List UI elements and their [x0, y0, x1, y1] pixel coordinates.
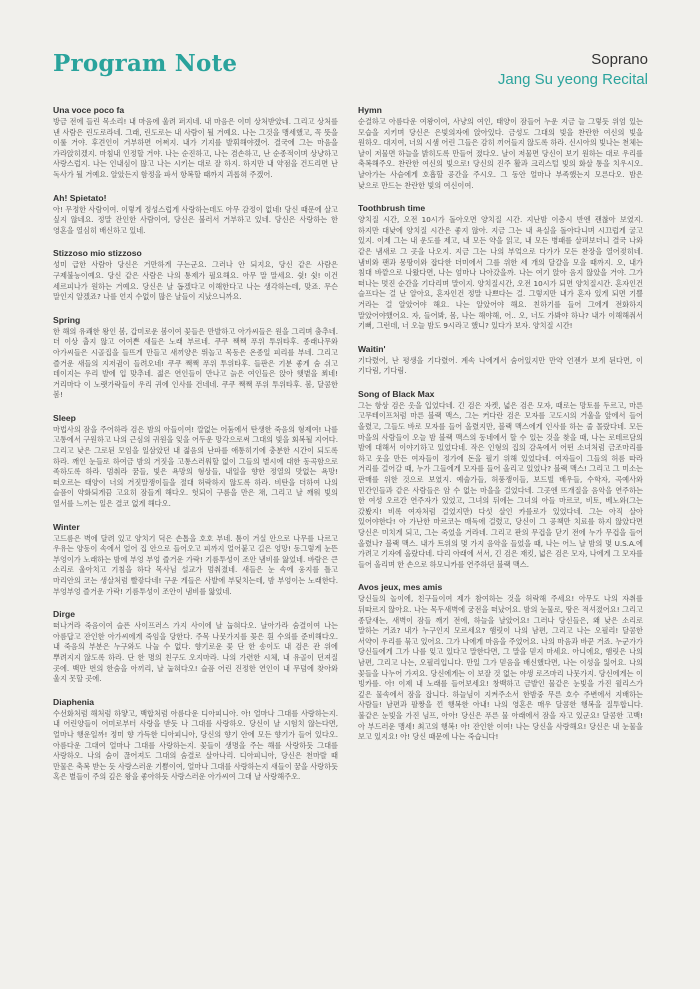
- section-toothbrush-time: [358, 202, 643, 332]
- section-title: Waitin': [358, 343, 386, 354]
- section-dirge: [53, 608, 338, 685]
- section-sleep: [53, 412, 338, 510]
- section-title: Dirge: [53, 609, 75, 620]
- section-hymn: [358, 104, 643, 191]
- page-title: Program Note: [53, 50, 238, 77]
- section-diaphenia: [53, 696, 338, 783]
- section-title: Stizzoso mio stizzoso: [53, 248, 142, 259]
- section-spring: [53, 314, 338, 401]
- section-avos-jeux-mes-amis: [358, 581, 643, 742]
- section-text: 기다렸어, 난 평생을 기다렸어. 계속 나에게서 숨어있지만 만약 언젠가 보게 된다면, 이 기다림, 기다림.: [358, 355, 643, 376]
- section-text: 마법사의 잠을 주어하라 검은 밤의 아들이여! 깔없는 어둠에서 탄생한 죽음의 형제여! 나를 고통에서 구원하고 나의 근심의 귀원을 잊을 어두운 망각으로써 그대의 빛을 회복될 지어다. 그리고 낮은 그로된 모임을 일삼았던 내 젊음의 난파를 애통히기에 충분한 시간이 되도록 하라. 깨인 눈들로 하여금 밤의 거짓을 고통스러워할 없이 그들의 별시에 대한 동곡함으로 족하도록 하라. 멈춰라 꿈들, 빛은 욕망의 형상들, 내일을 향한 정열의 맛없는 욕망! 떠오르는 태양이 너의 거짓말쟁이들을 절대 허락하지 않도록 하라. 비탄을 더하여 나의 슬픔이 약화되게끔 고요히 잠들게 해다오. 헛되이 구름을 만은 채, 그리고 날 깨워 빛의 열서를 느끼는 일은 결코 없게 해다오.: [53, 424, 338, 509]
- section-title: Spring: [53, 314, 81, 325]
- section-text: 고드름은 벽에 달려 있고 양치기 딕은 손톱을 호호 부네. 톰이 거실 안으로 나무를 나르고 우유는 양동이 속에서 얼어 집 안으로 들어오고 피까지 얼어붙고 길은 엉망! 동그렇게 눈뜬 부엉이가 노래하는 밤에 부엉 부엉 즐거운 가락! 기름투성이 조안 냄비를 앓었네. 바람은 큰 소리로 울아치고 기침을 하다 목사님 설교가 멈춰졌네. 새들은 눈 속에 웅지를 틀고 마리안의 코는 생살처럼 빨갛다네! 구운 게들은 사발에 부딪치는데, 밤 부엉이는 노래한다. 부엉부엉 즐거운 가락! 기름투성이 조안이 냄비를 앓었네.: [53, 533, 338, 596]
- section-title: Diaphenia: [53, 696, 95, 707]
- section-song-of-black-max: [358, 388, 643, 571]
- section-text: 수선화처럼 해처럼 하얗고, 백합처럼 아름다운 디아피니아. 아! 얼마나 그대를 사랑하는지. 내 어린양들이 어미로부터 사랑을 받듯 나 그대를 사랑하오. 당신이 날 시험치 않는다면, 얼마나 행운일까! 정미 향 가득한 디아피니아, 당신의 향기 안에 모든 향기가 들어 있다오. 아름다운 그대여 얼마나 그대를 사랑하는지. 꽃들이 생명을 주는 해를 사랑하듯 그대를 사랑하오. 나의 숨이 끊어져도 그대의 숨결로 살아나리. 디아피니아, 당신은 천마랄 때 만물은 축복 받는 듯 사랑스러운 기쁨이여, 얼마나 그대를 사랑하는지 새들이 꿈을 사랑하듯 혹은 별들이 주의 깊은 왕을 좋아하듯 사랑스러운 아가씨여 그대 날 사랑해주오.: [53, 708, 338, 782]
- left-column: [53, 104, 338, 794]
- section-title: Song of Black Max: [358, 388, 435, 399]
- section-waitin: [358, 343, 643, 377]
- section-title: Ah! Spietato!: [53, 192, 107, 203]
- section-stizzoso-mio-stizzoso: [53, 247, 338, 302]
- section-title: Toothbrush time: [358, 203, 426, 214]
- section-text: 순결하고 아름다운 여왕이여, 사냥의 여인, 태양이 잠들어 누운 지금 늘 그렇듯 위엄 있는 모습을 지키며 당신은 은빛의자에 앉아있다. 금성도 그대의 빛을 찬란한 여신의 빛을 원하오. 대지여, 너의 시샘 어린 그들은 감히 끼어들지 않도록 하라. 신시아의 빛나는 천체는 날이 저물면 하늘을 밝히도록 만들어 졌다오. 날이 저물면 당신이 보기 원하는 대로 우리를 축복해주오. 찬란한 여신의 빛으로! 당신의 진주 활과 크리스털 빛의 화살 통을 치우시오. 날아가는 사슴에게 호흡할 공간을 주시오. 그 동안 얼마나 부족했는지 모른다오. 밤은 낮으로 만드는 찬란한 빛의 여신이여.: [358, 117, 643, 190]
- section-text: 한 해의 유쾌한 왕인 봄, 갑미로운 봄이여 꽃들은 만발하고 아가씨들은 원을 그리며 춤추네. 더 이상 춥지 않고 어여쁜 새들은 노래 부르네. 쿠쿠 짹짹 푸위 투위타후. 종래나무와 아가씨들은 시골집을 들뜨게 만들고 새끼양은 뛰놀고 목동은 온종일 피리를 부네. 그리고 즐거운 새들의 지저귐이 들려오네! 쿠쿠 짹짹 푸위 투위타후. 들판은 기분 좋게 숨 쉬고 데이지는 우리 발에 입 맞추네. 젊은 연인들이 만나고 늙은 여인들은 앉아 햇볕을 쬐네! 거리마다 이 노랫가락들이 우리 귀에 인사를 건네네. 쿠쿠 짹짹 푸위 투위타후. 봄, 달콤한 봄!: [53, 326, 338, 400]
- section-text: 양치질 시간, 오전 10시가 돌아오면 양치질 시간. 지난밤 이층시 반엔 괜찮아 보였지. 하지만 대낮에 양치질 시간은 좋지 않아. 지금 그는 내 욕실을 돌아다니며 시끄럽게 굴고 있지. 이제 그는 내 운도를 제고, 내 모든 약을 읽고, 내 모든 병패를 살펴보더니 결국 나와 같은 냄새로 그 곳을 나오지. 지금 그는 나의 부엌으로 다가가 모든 찬장을 열어젖히네. 냄비와 팬과 몽땅이와 잡다한 더미에서 그를 위한 세 개의 달걀을 모을 때까지. 오, 내가 침대 바깥으로 나왔다면, 나는 엄마나 나아갔을까. 나는 여기 앉아 음지 않았을 거야. 그가 떠나는 멋진 순간을 기다리며 말이지. 양치질시간, 오전 10시가 되면 양치질시간. 혼자인건 슬프다는 걸 난 알아요, 혼자인건 정말 나쁘다는 걸. 그렇지만 내가 혼자 있게 되면 기쁠 거라는 걸 알았어야 해요. 나는 알았어야 해요. 친하기를 들어 그에게 전화하지 말았어야했어요. 자, 들어봐, 몸, 나는 해야해, 어.. 오, 너도 가봐야 하나? 내가 이해해줘서 기뻐, 그런데, 너 오늘 밤도 9시라고 했니? 있다가 보자. 양치질 시간!: [358, 215, 643, 331]
- recital-name: Jang Su yeong Recital: [497, 71, 648, 88]
- section-text: 성미 급한 사람아 당신은 거만하게 구는군요. 그러나 안 되지요, 당신 같은 사람은 구제불능이예요. 당신 같은 사람은 나의 통제가 필요해요. 아무 말 말세요. 쉿! 쉿! 이건 세르피나가 원하는 거예요. 당신은 날 돕겠다고 이해한다고 나는 생각하는데, 맞죠. 무슨 말인지 알겠죠? 나를 언지 수없이 많은 날들이 지났으니까요.: [53, 260, 338, 302]
- section-una-voce-poco-fa: [53, 104, 338, 181]
- section-winter: [53, 521, 338, 598]
- section-title: Winter: [53, 521, 80, 532]
- section-title: Una voce poco fa: [53, 105, 125, 115]
- voice-type: Soprano: [591, 51, 648, 68]
- section-title: Avos jeux, mes amis: [358, 582, 443, 593]
- section-text: 떠나거라 죽음이여 슬픈 사이프러스 가지 사이에 날 눕혀다오. 날아가라 숨결이여 나는 아름답고 잔인한 아가씨에게 죽임을 당한다. 주목 나뭇가지를 꽂은 흰 수의를 준비해다오. 내 죽음의 부분은 누구와도 나눌 수 없다. 향기로운 꽃 단 한 송이도 내 검은 관 위에 뿌려지지 않도록 하라. 단 한 명의 친구도 오지마라. 나의 가련한 시체, 내 유골이 던져질 곳에. 백만 번의 한숨을 아끼리, 날 눕혀다오! 슬픔 어린 진정한 연인이 내 무덤에 찾아와 울지 못할 곳에.: [53, 621, 338, 684]
- section-title: Sleep: [53, 412, 76, 423]
- section-text: 방금 전에 들린 목소리! 내 마음에 울려 퍼지네. 내 마음은 이미 상처받았네. 그리고 상처를 낸 사람은 린도로라네. 그래, 린도로는 내 사람이 될 거예요. 나는 그것을 맹세했고, 꼭 뜻을 이룰 거야. 후견인이 거부하면 어쩌지. 내가 기지를 발휘해야겠어. 결국에 그는 마음을 가라앉히겠지. 마침내 인정할 거야. 나는 순진하고, 나는 겸손하고, 난 순종적이며 상냥하고 사랑스럽지. 나는 인내심이 많고 나는 시키는 대로 잘 하지. 하지만 내 약점을 건드리면 난 독사가 될 거예요. 알았든지 함정을 파서 항복할 때까지 괴롭혀 주겠어.: [53, 117, 338, 179]
- section-ah-spietato: [53, 192, 338, 237]
- section-text: 당신들의 놀이에, 친구들이여 제가 참여하는 것을 허락해 주세요! 아무도 나의 자취를 뒤따르지 않아요. 나는 목두새벽에 궁전을 떠났어요. 밤의 눈물로, 땅은 적셔졌어요! 그리고 종달새는, 새벽이 잠들 깨기 전에, 하늘을 날았어요! 그러나 당신들은, 왜 낮은 소리로 말하는 거죠? 내가 누구인지 모르세요? 햄릿이 나의 남편, 그리고 나는 오필리! 달콤한 서약이 우리를 묶고 있어요. 그가 나에게 마음을 주었어요. 나의 마음과 바꾼 거죠. 누군가가 당신들에게 그가 나를 잊고 있다고 말한다면, 그 말을 믿지 마세요. 아니에요, 햄릿은 나의 남편, 그리고 나는, 오필리입니다. 만일 그가 믿음을 배신했다면, 나는 이성을 잃어요. 나의 꽃들을 나누어 가져요. 당신에게는 이 보잘 것 없는 야생 로즈마리 나뭇가지. 당신에게는 이 빙카를. 아! 이제 내 노래를 들어보세요! 창백하고 금발인 물같은 눈빛을 가진 윌리스가 깊은 물속에서 잠을 잡니다. 하늘님이 지켜주소서 한밤중 무른 호수 주변에서 지배하는 사람들! 남편과 팔짱을 낀 행복한 아내! 나의 영혼은 매우 달콤한 행복을 질투합니다. 불같은 눈빛을 가진 님프, 아아! 당신은 푸른 물 아래에서 잠을 자고 있군요! 달콤한 고백! 아 부드러운 맹세! 최고의 행복! 아! 잔인한 이여! 나는 당신을 사랑해요! 당신은 내 눈물을 보고 있지요! 아! 당신 때문에 나는 죽습니다!: [358, 594, 643, 742]
- section-title: Hymn: [358, 105, 382, 115]
- header-right: [498, 50, 648, 90]
- right-column: [358, 104, 643, 754]
- section-text: 그는 항상 검은 옷을 입었다네. 긴 검은 자켓, 넓은 검은 모자, 때로는 망토를 두르고, 마른 고무테이프처럼 마른 블랙 맥스, 그는 커다란 검은 모자를 고도시의 거울을 앞에서 들어 올렸고, 그들도 바로 모자를 들어 올렸지만, 블랙 맥스에게 인사를 하는 줄 몰랐다네. 모든 마을의 사람들이 오늘 밤 블랙 맥스의 동네에서 할 수 있는 것을 찾을 때, 나는 로테르담의 밤에 대해서 이야기하고 있었다네. 작은 인형의 집의 감옥에서 어떤 소녀처럼 금조마리를 하고 웃을 만든 여자들이 정가에 돈을 필기 위해 있었다네. 여자들이 그들의 허름 따라 거리를 걸어갈 때, 누가 그들에게 모자를 들어 올리고 있었나? 블랙 맥스! 그리고 그 미소는 판매를 위한 것으로 보였지. 예술가들, 허풍쟁이들, 보드빌 배우들, 수학자, 곡예사와 민간인들과 같은 사람들은 암 수 없는 마을을 걸었다네. 그곳엔 뜨개질을 음악을 연주하는 한 여성 오르간 연주자가 있었고, 그녀의 뒤에는 그녀의 아들 마르코, 비토, 베노와(그는 갔봤지! 비록 여자처럼 걸었지만) 다섯 살인 카를로가 있었다네. 그는 아직 살아 있어야한다! 아 가난한 마르코는 매독에 걸렸고, 당신이 그 공책만 치료를 하지 않았다면 당신은 미치게 되고, 그는 죽었을 거라네. 그리고 판의 무겁을 닫기 전에 누가 무겁을 들어 올렸나? 블랙 맥스. 내가 트위의 몇 가지 음악을 들었을 때, 나는 어느 날 밤의 몇 U.S.A.에 가려고 기자에 올랐다네. 다리 아래에 서서, 긴 검은 재킷, 넓은 검은 모자, 나에게 그 모자를 들어 올리며 한 손으로 하모니카를 연주하던 블랙 맥스.: [358, 400, 643, 569]
- section-text: 아! 무정한 사람이여. 이렇게 정성스럽게 사랑하는데도 아무 감정이 없네! 당신 때문에 살고 싶지 않네요. 정말 잔인한 사람이여, 당신은 불러서 거부하고 있네. 당신은 사랑하는 한 영혼을 열심히 배신하고 있네.: [53, 204, 338, 235]
